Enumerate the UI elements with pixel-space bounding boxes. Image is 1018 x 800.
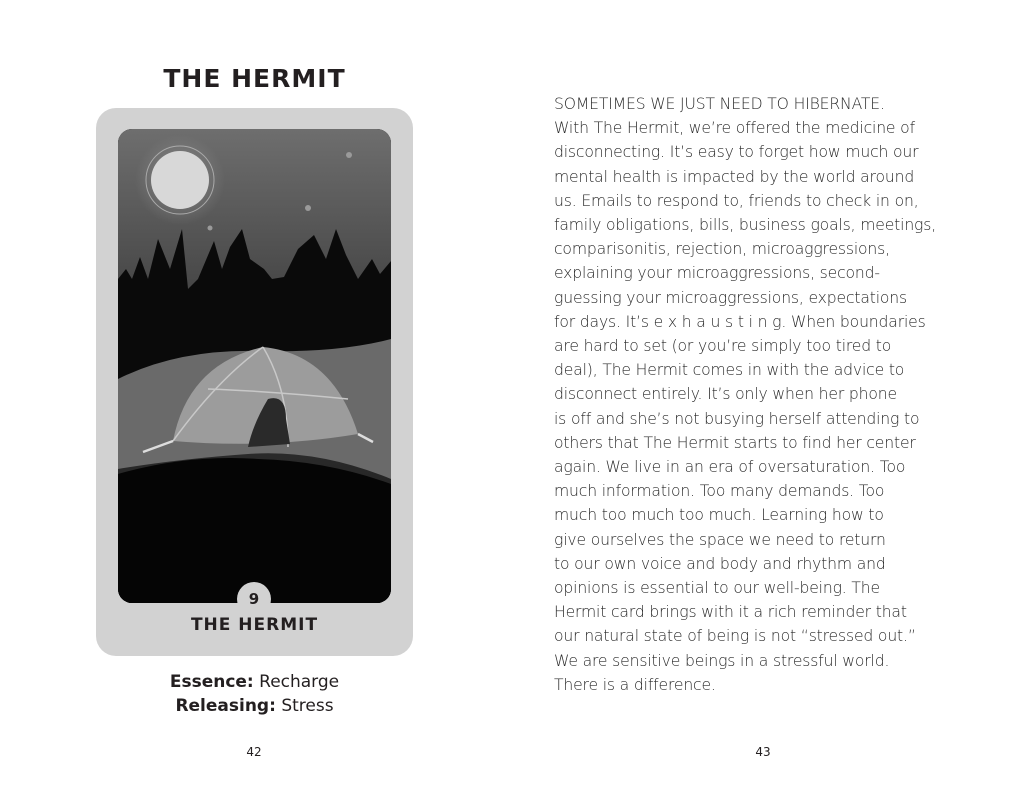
text-line: mental health is impacted by the world around [554, 167, 915, 186]
text-line: for days. It’s e x h a u s t i n g. When boundaries [554, 312, 926, 331]
card-illustration [118, 129, 391, 603]
text-line: are hard to set (or you’re simply too tired to [554, 337, 892, 356]
page-number-left: 42 [246, 745, 262, 759]
text-line: There is a difference. [554, 675, 716, 694]
releasing-line [96, 696, 413, 716]
text-line: others that The Hermit starts to find her center [554, 433, 916, 452]
text-line: family obligations, bills, business goals, meetings, [554, 216, 937, 235]
text-line: again. We live in an era of oversaturation. Too [554, 458, 906, 477]
text-line: With The Hermit, we’re offered the medicine of [554, 119, 915, 138]
text-line: disconnect entirely. It’s only when her phone [554, 385, 897, 404]
text-line: disconnecting. It’s easy to forget how much our [554, 143, 919, 162]
text-line: comparisonitis, rejection, microaggressions, [554, 240, 890, 259]
card-title: THE HERMIT [163, 64, 346, 93]
text-line: We are sensitive beings in a stressful world. [554, 651, 890, 670]
text-line: much information. Too many demands. Too [554, 482, 885, 501]
text-line: guessing your microaggressions, expectations [554, 288, 907, 307]
text-line: deal), The Hermit comes in with the advice to [554, 361, 905, 380]
card-number: 9 [237, 582, 271, 616]
moon-icon [135, 135, 225, 225]
page-number-right: 43 [755, 745, 771, 759]
card-label: THE HERMIT [190, 615, 319, 635]
text-line: give ourselves the space we need to return [554, 530, 886, 549]
text-line: much too much too much. Learning how to [554, 506, 884, 525]
tarot-card [96, 108, 413, 656]
essence-value: Recharge [259, 672, 340, 692]
releasing-value: Stress [281, 696, 334, 716]
body-text [554, 92, 936, 697]
text-line: explaining your microaggressions, second- [554, 264, 880, 283]
essence-line [96, 672, 413, 692]
essence-label: Essence: [169, 672, 254, 692]
text-line: Hermit card brings with it a rich reminder that [554, 603, 907, 622]
text-line: us. Emails to respond to, friends to check in on, [554, 191, 919, 210]
text-line: opinions is essential to our well-being. The [554, 579, 880, 598]
releasing-label: Releasing: [175, 696, 276, 716]
text-line: is off and she’s not busying herself attending to [554, 409, 920, 428]
text-line: our natural state of being is not “stressed out.” [554, 627, 916, 646]
text-line: SOMETIMES WE JUST NEED TO HIBERNATE. [554, 95, 885, 113]
text-line: to our own voice and body and rhythm and [554, 554, 886, 573]
